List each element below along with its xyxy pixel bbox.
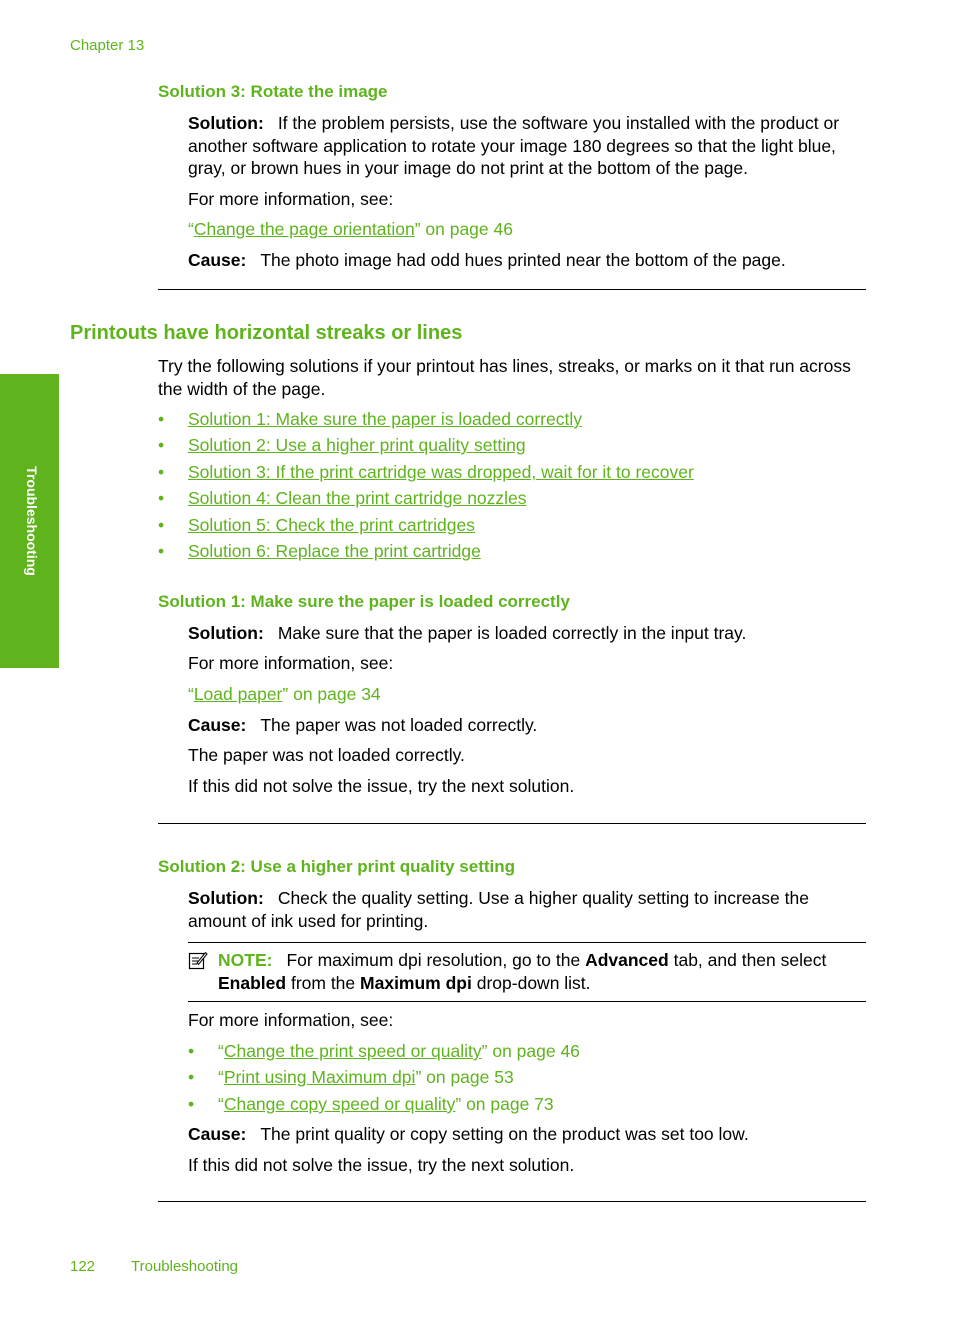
link-maximum-dpi[interactable]: Print using Maximum dpi: [223, 1067, 416, 1087]
s2-solution-label: Solution:: [188, 888, 264, 908]
advanced-tab-ref: Advanced: [585, 950, 669, 970]
s3-solution-text: If the problem persists, use the software you installed with the product or another software application to rotate your image 180 degrees so that the light blue, gray, or brown hues in your image do not print at the bottom of the page.: [188, 113, 840, 178]
chapter-header: Chapter 13: [70, 37, 145, 54]
s2-cause-text: The print quality or copy setting on the product was set too low.: [260, 1124, 749, 1144]
link-solution-3[interactable]: Solution 3: If the print cartridge was dropped, wait for it to recover: [188, 462, 694, 482]
list-item: • “Print using Maximum dpi” on page 53: [188, 1067, 514, 1087]
s1-cause: [188, 714, 868, 737]
divider: [158, 289, 866, 290]
list-item: • “Change copy speed or quality” on page 73: [188, 1094, 554, 1114]
link-copy-speed-quality[interactable]: Change copy speed or quality: [223, 1094, 456, 1114]
s1-link-load-paper[interactable]: Load paper: [193, 684, 283, 704]
s3-cause-label: Cause:: [188, 250, 247, 270]
side-tab-label: Troubleshooting: [24, 466, 40, 576]
streaks-intro: Try the following solutions if your printout has lines, streaks, or marks on it that run across the width of the page.: [158, 356, 851, 399]
enabled-option-ref: Enabled: [218, 972, 287, 993]
link-solution-2[interactable]: Solution 2: Use a higher print quality setting: [188, 435, 526, 455]
s1-solution-label: Solution:: [188, 623, 264, 643]
s1-more-info: For more information, see:: [188, 653, 394, 673]
s2-cause-label: Cause:: [188, 1124, 247, 1144]
s3-reference: “Change the page orientation” on page 46: [188, 219, 513, 239]
list-item: • Solution 3: If the print cartridge was dropped, wait for it to recover: [158, 462, 694, 482]
list-item: • Solution 6: Replace the print cartridge: [158, 541, 481, 561]
link-solution-6[interactable]: Solution 6: Replace the print cartridge: [188, 541, 481, 561]
s2-solution: [188, 887, 868, 932]
s1-solution: [188, 622, 868, 645]
s1-reference: “Load paper” on page 34: [188, 684, 381, 704]
list-item: • Solution 5: Check the print cartridges: [158, 515, 475, 535]
note-icon: [188, 950, 208, 970]
s2-next: If this did not solve the issue, try the next solution.: [188, 1155, 575, 1175]
link-solution-5[interactable]: Solution 5: Check the print cartridges: [188, 515, 475, 535]
streaks-heading: Printouts have horizontal streaks or lines: [70, 322, 463, 344]
s2-more-info: For more information, see:: [188, 1010, 394, 1030]
s1-heading: Solution 1: Make sure the paper is loaded correctly: [158, 592, 570, 611]
s2-heading: Solution 2: Use a higher print quality setting: [158, 857, 516, 876]
link-solution-1[interactable]: Solution 1: Make sure the paper is loaded correctly: [188, 409, 582, 429]
page-number: 122: [70, 1258, 96, 1275]
s1-next: If this did not solve the issue, try the next solution.: [188, 776, 575, 796]
s2-solution-text: Check the quality setting. Use a higher quality setting to increase the amount of ink used for printing.: [188, 888, 809, 931]
list-item: • Solution 1: Make sure the paper is loaded correctly: [158, 409, 582, 429]
maximum-dpi-ref: Maximum dpi: [360, 972, 472, 993]
s3-link-page-orientation[interactable]: Change the page orientation: [193, 219, 415, 239]
s3-solution: [188, 112, 868, 180]
note-text: NOTE: For maximum dpi resolution, go to the Advanced tab, and then select Enabled from the Maximum dpi drop-down list.: [218, 950, 827, 993]
s3-more-info: For more information, see:: [188, 189, 394, 209]
divider: [158, 823, 866, 824]
list-item: • Solution 4: Clean the print cartridge nozzles: [158, 488, 527, 508]
s1-cause-label: Cause:: [188, 715, 247, 735]
list-item: • Solution 2: Use a higher print quality setting: [158, 435, 526, 455]
note-box: [188, 942, 866, 1002]
s3-cause-text: The photo image had odd hues printed near the bottom of the page.: [260, 250, 786, 270]
s1-repeat: The paper was not loaded correctly.: [188, 745, 465, 765]
note-label: NOTE:: [218, 950, 273, 970]
footer-section: Troubleshooting: [131, 1258, 239, 1275]
side-tab: [0, 374, 59, 668]
s3-solution-label: Solution:: [188, 113, 264, 133]
s3-heading: Solution 3: Rotate the image: [158, 82, 388, 101]
s2-cause: [188, 1123, 868, 1146]
s3-cause: [188, 249, 868, 272]
divider: [158, 1201, 866, 1202]
s1-solution-text: Make sure that the paper is loaded correctly in the input tray.: [277, 623, 747, 643]
list-item: • “Change the print speed or quality” on page 46: [188, 1041, 580, 1061]
link-print-speed-quality[interactable]: Change the print speed or quality: [223, 1041, 482, 1061]
link-solution-4[interactable]: Solution 4: Clean the print cartridge nozzles: [188, 488, 527, 508]
s1-cause-text: The paper was not loaded correctly.: [260, 715, 538, 735]
